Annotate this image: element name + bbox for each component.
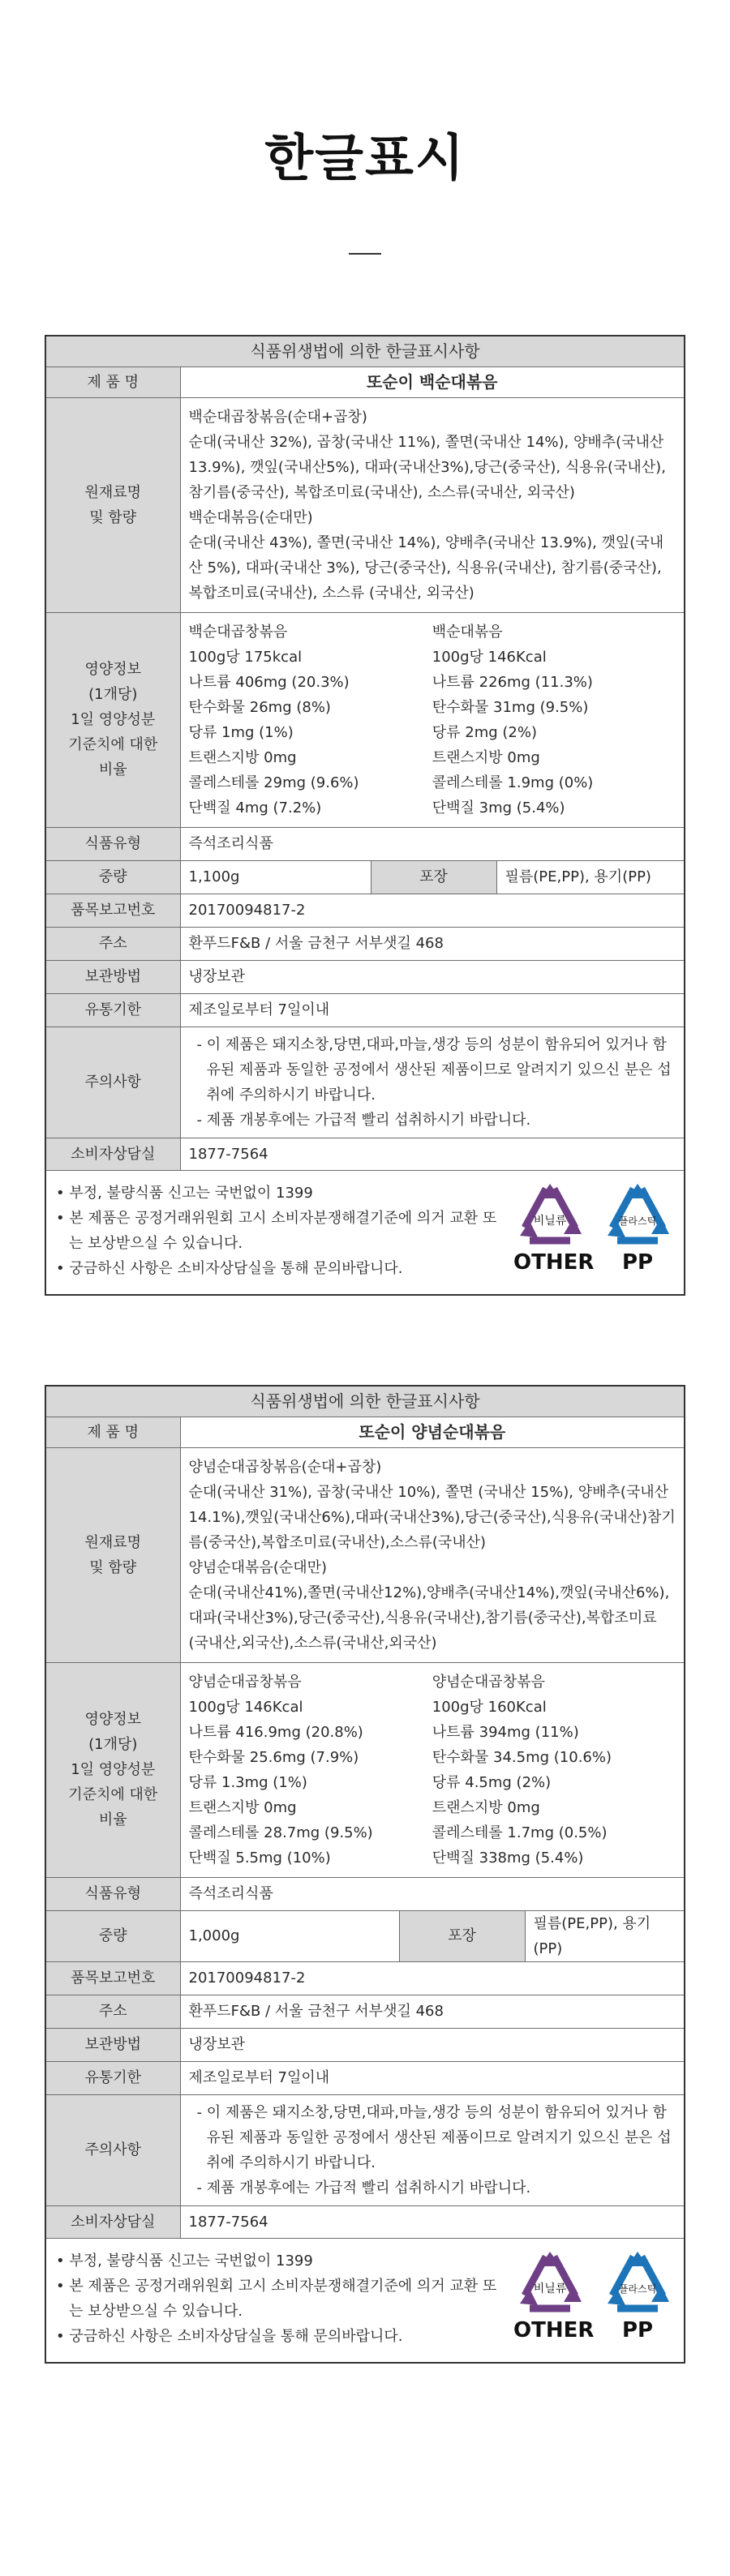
label-header: 식품위생법에 의한 한글표시사항 [46,336,684,366]
report-number-label: 품목보고번호 [46,894,180,927]
recycle-pp-caption: PP [621,1249,654,1275]
ingredient-line: 백순대곱창볶음(순대+곱창) [188,408,367,426]
page-title: 한글표시 [264,128,466,187]
label-table-2 [45,1385,685,2364]
ingredient-line: 백순대볶음(순대만) [188,508,313,526]
product-name-label: 제 품 명 [46,366,180,397]
recycle-pp-inner: 플라스틱 [618,1215,657,1227]
recycle-other-caption: OTHER [513,2317,595,2342]
recycle-other-inner: 비닐류 [533,2282,567,2295]
storage: 냉장보관 [180,2028,684,2061]
label-footer [46,1171,684,1294]
caution-label: 주의사항 [46,1027,180,1138]
package-label: 포장 [371,860,496,894]
product-name: 또순이 양념순대볶음 [180,1417,684,1447]
nutrition-left: 양념순대곱창볶음 100g당 146Kcal 나트륨 416.9mg (20.8%) 탄수화물 25.6mg (7.9%) 당류 1.3mg (1%) 트랜스지방 0mg 콜레스테롤 28.7mg (9.5%) 단백질 5.5mg (10%) [188,1673,373,1867]
weight: 1,000g [180,1910,399,1961]
expiry: 제조일로부터 7일이내 [180,2061,684,2094]
nutrition-label: 영양정보 (1개당) 1일 영양성분 기준치에 대한 비율 [46,612,180,827]
recycle-other-icon [513,1182,595,1281]
title-divider [349,253,381,255]
package: 필름(PE,PP), 용기(PP) [496,860,684,894]
food-type-label: 식품유형 [46,1877,180,1910]
ingredient-line: 순대(국내산 32%), 곱창(국내산 11%), 쫄면(국내산 14%), 양배추(국내산 13.9%), 깻잎(국내산5%), 대파(국내산3%),당근(중국산), 식용유(국내산), 참기름(중국산), 복합조미료(국내산), 소스류(국내산, 외국산) [188,433,666,501]
recycle-other-caption: OTHER [513,1249,595,1275]
address: 환푸드F&B / 서울 금천구 서부샛길 468 [180,927,684,960]
consumer-center-label: 소비자상담실 [46,2205,180,2238]
label-footer [46,2239,684,2362]
product-name: 또순이 백순대볶음 [180,366,684,397]
footer-notes: • 부정, 불량식품 신고는 국번없이 1399 • 본 제품은 공정거래위원회 고시 소비자분쟁해결기준에 의거 교환 또는 보상받으실 수 있습니다. • 궁금하신 사항은 소비자상담실을 통해 문의바랍니다. [56,2252,497,2345]
recycle-pp-inner: 플라스틱 [618,2282,657,2295]
product-name-label: 제 품 명 [46,1417,180,1447]
recycle-icons [513,2248,674,2349]
ingredient-line: 순대(국내산41%),쫄면(국내산12%),양배추(국내산14%),깻잎(국내산6%),대파(국내산3%),당근(중국산),식용유(국내산),참기름(중국산),복합조미료(국내산,외국산),소스류(국내산,외국산) [188,1584,670,1652]
ingredient-line: 순대(국내산 31%), 곱창(국내산 10%), 쫄면 (국내산 15%), 양배추(국내산14.1%),깻잎(국내산6%),대파(국내산3%),당근(중국산),식용유(국내산)참기름(중국산),복합조미료(국내산),소스류(국내산) [188,1483,676,1551]
food-type-label: 식품유형 [46,827,180,860]
nutrition-left: 백순대곱창볶음 100g당 175kcal 나트륨 406mg (20.3%) 탄수화물 26mg (8%) 당류 1mg (1%) 트랜스지방 0mg 콜레스테롤 29mg (9.6%) 단백질 4mg (7.2%) [188,623,359,817]
recycle-icons [513,1181,674,1281]
storage: 냉장보관 [180,960,684,993]
package: 필름(PE,PP), 용기(PP) [525,1910,684,1961]
address: 환푸드F&B / 서울 금천구 서부샛길 468 [180,1995,684,2028]
storage-label: 보관방법 [46,960,180,993]
weight: 1,100g [180,860,371,894]
food-type: 즉석조리식품 [180,827,684,860]
ingredient-line: 양념순대곱창볶음(순대+곱창) [188,1458,382,1476]
consumer-center-label: 소비자상담실 [46,1138,180,1170]
consumer-center-phone: 1877-7564 [180,2205,684,2238]
expiry: 제조일로부터 7일이내 [180,993,684,1027]
cautions: - 이 제품은 돼지소창,당면,대파,마늘,생강 등의 성분이 함유되어 있거나 함유된 제품과 동일한 공정에서 생산된 제품이므로 알려지기 있으신 분은 섭취에 주의하시기 바랍니다. - 제품 개봉후에는 가급적 빨리 섭취하시기 바랍니다. [180,1027,684,1138]
report-number: 20170094817-2 [180,894,684,927]
footer-notes: • 부정, 불량식품 신고는 국번없이 1399 • 본 제품은 공정거래위원회 고시 소비자분쟁해결기준에 의거 교환 또는 보상받으실 수 있습니다. • 궁금하신 사항은 소비자상담실을 통해 문의바랍니다. [56,1184,497,1277]
consumer-center-phone: 1877-7564 [180,1138,684,1170]
expiry-label: 유통기한 [46,2061,180,2094]
address-label: 주소 [46,927,180,960]
caution-label: 주의사항 [46,2094,180,2205]
weight-label: 중량 [46,1910,180,1961]
nutrition-right: 백순대볶음 100g당 146Kcal 나트륨 226mg (11.3%) 탄수화물 31mg (9.5%) 당류 2mg (2%) 트랜스지방 0mg 콜레스테롤 1.9mg (0%) 단백질 3mg (5.4%) [432,623,594,817]
expiry-label: 유통기한 [46,993,180,1027]
nutrition-info [180,612,684,827]
package-label: 포장 [399,1910,525,1961]
label-header: 식품위생법에 의한 한글표시사항 [46,1387,684,1417]
nutrition-label: 영양정보 (1개당) 1일 영양성분 기준치에 대한 비율 [46,1662,180,1877]
nutrition-right: 양념순대곱창볶음 100g당 160Kcal 나트륨 394mg (11%) 탄수화물 34.5mg (10.6%) 당류 4.5mg (2%) 트랜스지방 0mg 콜레스테롤 1.7mg (0.5%) 단백질 338mg (5.4%) [432,1673,612,1867]
cautions: - 이 제품은 돼지소창,당면,대파,마늘,생강 등의 성분이 함유되어 있거나 함유된 제품과 동일한 공정에서 생산된 제품이므로 알려지기 있으신 분은 섭취에 주의하시기 바랍니다. - 제품 개봉후에는 가급적 빨리 섭취하시기 바랍니다. [180,2094,684,2205]
ingredients-label: 원재료명 및 함량 [46,1447,180,1662]
recycle-other-icon [513,2250,595,2349]
nutrition-info [180,1662,684,1877]
ingredients [180,397,684,612]
report-number: 20170094817-2 [180,1961,684,1995]
food-type: 즉석조리식품 [180,1877,684,1910]
label-table-1 [45,335,685,1296]
ingredient-line: 순대(국내산 43%), 쫄면(국내산 14%), 양배추(국내산 13.9%), 깻잎(국내산 5%), 대파(국내산 3%), 당근(중국산), 식용유(국내산), 참기름(중국산), 복합조미료(국내산), 소스류 (국내산, 외국산) [188,534,664,602]
report-number-label: 품목보고번호 [46,1961,180,1995]
address-label: 주소 [46,1995,180,2028]
storage-label: 보관방법 [46,2028,180,2061]
ingredients-label: 원재료명 및 함량 [46,397,180,612]
recycle-pp-caption: PP [621,2317,654,2342]
ingredients [180,1447,684,1662]
recycle-other-inner: 비닐류 [533,1214,567,1228]
recycle-pp-icon [601,2250,674,2349]
recycle-pp-icon [601,1182,674,1281]
ingredient-line: 양념순대볶음(순대만) [188,1558,328,1576]
weight-label: 중량 [46,860,180,894]
